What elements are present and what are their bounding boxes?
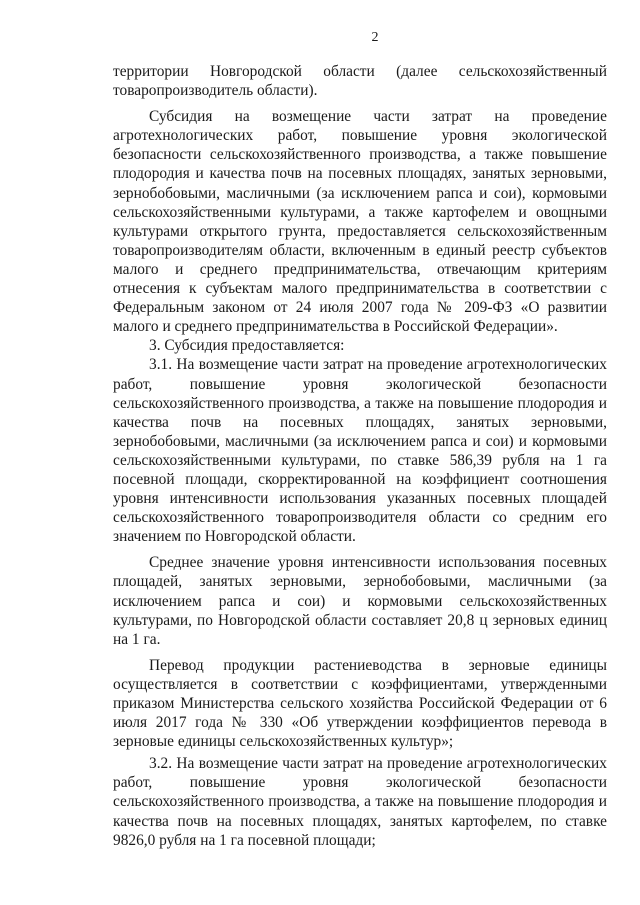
paragraph-average-intensity: Среднее значение уровня интенсивности использования посевных площадей, занятых зерновыми, зернобобовыми, масличными (за исключением рапса и сои) и кормовыми сельскохозяйственных культурами, по Новгородской области составляет 20,8 ц зерновых единиц на 1 га.	[113, 554, 607, 648]
paragraph-item-3: 3. Субсидия предоставляется:	[149, 337, 345, 355]
paragraph-subsidy-description: Субсидия на возмещение части затрат на проведение агротехнологических работ, повышение уровня экологической безопасности сельскохозяйственного производства, а также повышение плодородия и качества почв на посевных площадях, занятых зерновыми, зернобобовыми, масличными (за исключением рапса и сои), кормовыми сельскохозяйственными культурами, а также картофелем и овощными культурами открытого грунта, предоставляется сельскохозяйственным товаропроизводителям области, включенным в единый реестр субъектов малого и среднего предпринимательства, отвечающим критериям отнесения к субъектам малого предпринимательства в соответствии с Федеральным законом от 24 июля 2007 года № 209-ФЗ «О развитии малого и среднего предпринимательства в Российской Федерации».	[113, 108, 607, 336]
paragraph-item-3-1: 3.1. На возмещение части затрат на проведение агротехнологических работ, повышение уровня экологической безопасности сельскохозяйственного производства, а также на повышение плодородия и качества почв на посевных площадях, занятых зерновыми, зернобобовыми, масличными (за исключением рапса и сои) и кормовыми сельскохозяйственными культурами, по ставке 586,39 рубля на 1 га посевной площади, скорректированной на коэффициент соотношения уровня интенсивности использования указанных посевных площадей сельскохозяйственного товаропроизводителя области со средним его значением по Новгородской области.	[113, 356, 607, 546]
paragraph-item-3-2: 3.2. На возмещение части затрат на проведение агротехнологических работ, повышение уровня экологической безопасности сельскохозяйственного производства, а также на повышение плодородия и качества почв на посевных площадях, занятых картофелем, по ставке 9826,0 рубля на 1 га посевной площади;	[113, 755, 607, 849]
document-body	[113, 62, 607, 850]
page-number: 2	[371, 30, 379, 45]
paragraph-grain-units: Перевод продукции растениеводства в зерновые единицы осуществляется в соответствии с коэффициентами, утвержденными приказом Министерства сельского хозяйства Российской Федерации от 6 июля 2017 года № 330 «Об утверждении коэффициентов перевода в зерновые единицы сельскохозяйственных культур»;	[113, 656, 607, 751]
paragraph-continuation: территории Новгородской области (далее сельскохозяйственный товаропроизводитель области).	[113, 63, 607, 100]
